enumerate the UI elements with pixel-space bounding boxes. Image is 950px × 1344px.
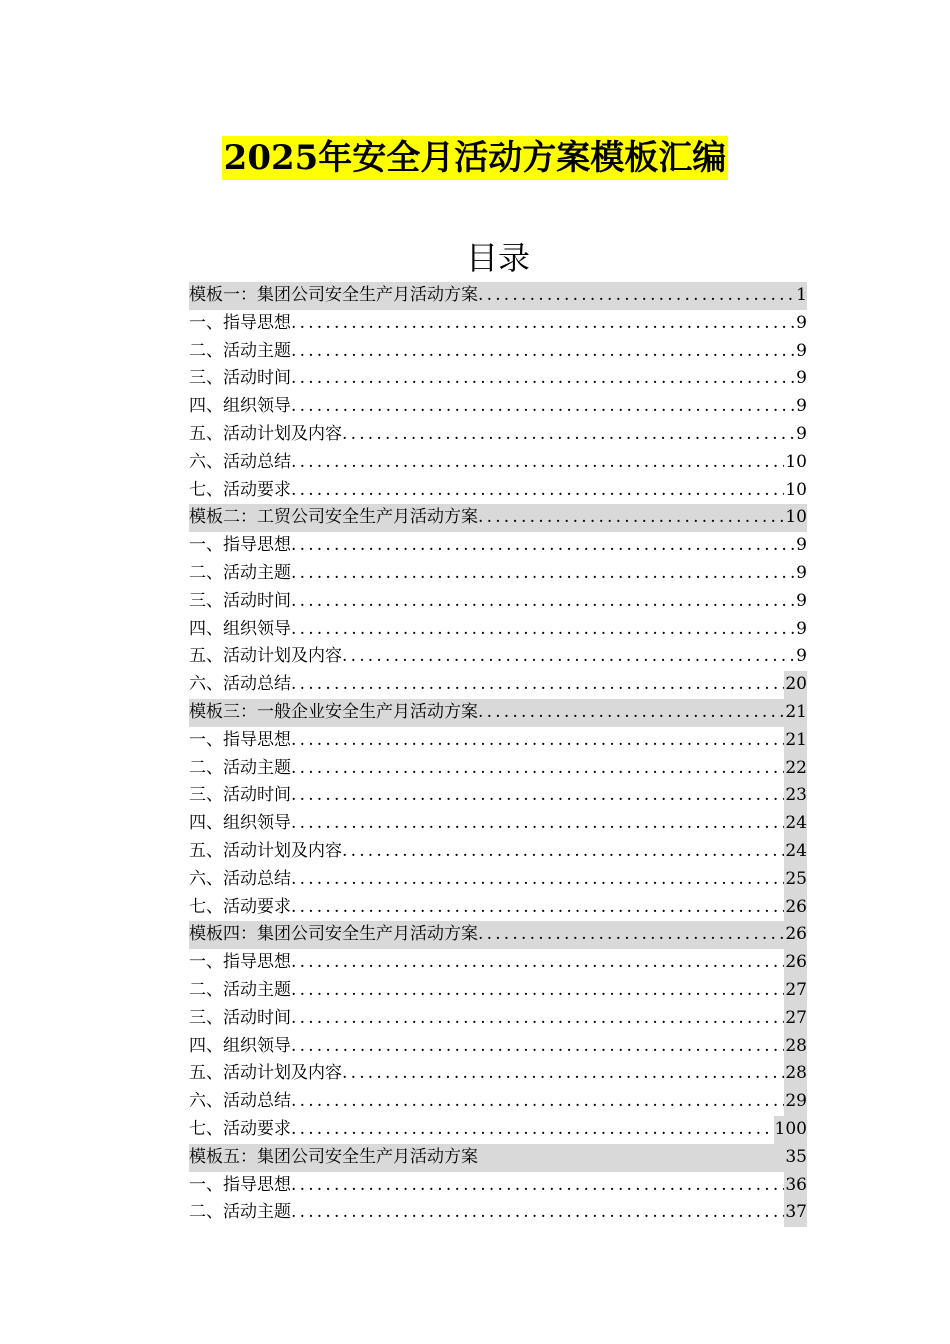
toc-entry-label: 四、组织领导 — [189, 618, 291, 639]
toc-entry[interactable] — [189, 365, 807, 393]
toc-entry-page-number: 37 — [784, 1199, 807, 1227]
toc-entry[interactable] — [189, 1033, 807, 1061]
toc-entry-label: 模板四：集团公司安全生产月活动方案 — [189, 924, 478, 945]
toc-entry-label: 六、活动总结 — [189, 1091, 291, 1112]
toc-entry[interactable] — [189, 560, 807, 588]
toc-entry-label: 模板一：集团公司安全生产月活动方案 — [189, 285, 478, 305]
toc-entry[interactable] — [189, 1199, 807, 1227]
toc-leader-dots — [291, 671, 784, 699]
toc-entry-label: 三、活动时间 — [189, 368, 291, 389]
toc-entry[interactable] — [189, 977, 807, 1005]
toc-entry-page-number: 9 — [796, 562, 807, 583]
toc-entry-page-number: 27 — [784, 977, 807, 1005]
toc-entry[interactable] — [189, 949, 807, 977]
toc-leader-dots — [478, 282, 795, 310]
toc-entry-page-number: 23 — [784, 782, 807, 810]
toc-leader-dots — [291, 616, 795, 644]
toc-entry-label: 四、组织领导 — [189, 396, 291, 417]
toc-entry-label: 六、活动总结 — [189, 451, 291, 472]
toc-entry[interactable] — [189, 1172, 807, 1200]
toc-entry[interactable] — [189, 782, 807, 810]
toc-entry-page-number: 9 — [796, 646, 807, 667]
toc-entry-label: 三、活动时间 — [189, 1007, 291, 1028]
toc-leader-dots — [291, 560, 795, 588]
toc-entry[interactable] — [189, 477, 807, 505]
toc-entry-label: 四、组织领导 — [189, 813, 291, 834]
toc-entry-page-number: 21 — [785, 701, 807, 722]
toc-entry-page-number: 100 — [774, 1116, 807, 1144]
toc-entry-page-number: 25 — [784, 866, 807, 894]
toc-entry[interactable] — [189, 838, 807, 866]
toc-entry[interactable] — [189, 671, 807, 699]
toc-entry[interactable] — [189, 449, 807, 477]
toc-entry-label: 七、活动要求 — [189, 896, 291, 917]
table-of-contents — [189, 282, 807, 1227]
toc-leader-dots — [291, 1199, 784, 1227]
toc-section-entry[interactable] — [189, 504, 807, 532]
toc-entry-label: 二、活动主题 — [189, 340, 291, 361]
toc-entry[interactable] — [189, 393, 807, 421]
toc-entry-page-number: 10 — [785, 451, 807, 472]
toc-entry-label: 一、指导思想 — [189, 952, 291, 973]
toc-entry-label: 二、活动主题 — [189, 1202, 291, 1223]
toc-entry-label: 三、活动时间 — [189, 785, 291, 806]
toc-entry[interactable] — [189, 1088, 807, 1116]
toc-entry-label: 一、指导思想 — [189, 312, 291, 333]
toc-entry[interactable] — [189, 338, 807, 366]
toc-entry-page-number: 22 — [784, 755, 807, 783]
toc-entry-page-number: 10 — [785, 479, 807, 500]
toc-leader-dots — [291, 532, 795, 560]
toc-leader-dots — [291, 338, 795, 366]
toc-entry-page-number: 9 — [796, 312, 807, 333]
toc-leader-dots — [291, 894, 784, 922]
toc-entry-label: 六、活动总结 — [189, 868, 291, 889]
toc-leader-dots — [291, 755, 784, 783]
toc-leader-dots — [291, 1116, 774, 1144]
toc-leader-dots — [291, 810, 784, 838]
toc-leader-dots — [291, 477, 784, 505]
toc-entry-label: 五、活动计划及内容 — [189, 840, 342, 861]
document-title: 2025年安全月活动方案模板汇编 — [223, 138, 727, 178]
toc-leader-dots — [291, 949, 784, 977]
toc-entry[interactable] — [189, 755, 807, 783]
toc-entry-page-number: 21 — [784, 727, 807, 755]
toc-entry-page-number: 24 — [784, 838, 807, 866]
toc-entry-label: 四、组织领导 — [189, 1035, 291, 1056]
title-container — [0, 136, 950, 180]
toc-entry-page-number: 35 — [785, 1146, 807, 1167]
toc-entry-label: 二、活动主题 — [189, 562, 291, 583]
toc-leader-dots — [291, 1172, 784, 1200]
toc-leader-dots — [291, 588, 795, 616]
toc-entry-label: 一、指导思想 — [189, 729, 291, 750]
toc-leader-dots — [478, 921, 784, 949]
toc-leader-dots — [291, 1088, 784, 1116]
toc-entry[interactable] — [189, 310, 807, 338]
toc-entry[interactable] — [189, 894, 807, 922]
toc-leader-dots — [291, 727, 784, 755]
toc-section-entry[interactable] — [189, 1144, 807, 1172]
toc-entry-label: 二、活动主题 — [189, 979, 291, 1000]
toc-leader-dots — [291, 449, 784, 477]
toc-leader-dots — [342, 1060, 784, 1088]
toc-leader-dots — [478, 504, 784, 532]
toc-entry[interactable] — [189, 810, 807, 838]
toc-leader-dots — [342, 643, 795, 671]
toc-entry-page-number: 1 — [796, 285, 807, 305]
toc-leader-dots — [291, 1033, 784, 1061]
toc-entry-page-number: 9 — [796, 618, 807, 639]
toc-entry-page-number: 9 — [796, 340, 807, 361]
toc-section-entry[interactable] — [189, 699, 807, 727]
toc-entry-label: 三、活动时间 — [189, 590, 291, 611]
toc-entry-label: 六、活动总结 — [189, 674, 291, 695]
toc-leader-dots — [291, 393, 795, 421]
toc-entry[interactable] — [189, 866, 807, 894]
toc-entry-label: 五、活动计划及内容 — [189, 423, 342, 444]
toc-entry-page-number: 36 — [784, 1172, 807, 1200]
toc-entry-label: 模板二：工贸公司安全生产月活动方案 — [189, 507, 478, 528]
toc-entry-page-number: 9 — [796, 396, 807, 417]
toc-entry-page-number: 26 — [784, 949, 807, 977]
toc-entry-page-number: 24 — [784, 810, 807, 838]
toc-entry-label: 模板三：一般企业安全生产月活动方案 — [189, 701, 478, 722]
toc-entry[interactable] — [189, 643, 807, 671]
toc-leader-dots — [291, 365, 795, 393]
toc-entry-page-number: 20 — [784, 671, 807, 699]
toc-entry[interactable] — [189, 588, 807, 616]
toc-entry-label: 五、活动计划及内容 — [189, 1063, 342, 1084]
toc-entry-page-number: 27 — [784, 1005, 807, 1033]
toc-heading: 目录 — [465, 239, 530, 277]
toc-entry[interactable] — [189, 1005, 807, 1033]
toc-entry-label: 一、指导思想 — [189, 535, 291, 556]
toc-entry-page-number: 28 — [784, 1033, 807, 1061]
toc-entry-page-number: 26 — [784, 894, 807, 922]
toc-entry-label: 五、活动计划及内容 — [189, 646, 342, 667]
toc-entry[interactable] — [189, 1116, 807, 1144]
toc-entry-page-number: 9 — [796, 368, 807, 389]
toc-entry[interactable] — [189, 421, 807, 449]
toc-section-entry[interactable] — [189, 921, 807, 949]
toc-entry-label: 一、指导思想 — [189, 1174, 291, 1195]
toc-entry-page-number: 28 — [784, 1060, 807, 1088]
toc-section-entry[interactable] — [189, 282, 807, 310]
toc-leader-dots — [291, 1005, 784, 1033]
toc-leader-dots — [291, 866, 784, 894]
toc-entry[interactable] — [189, 616, 807, 644]
toc-entry-page-number: 9 — [796, 590, 807, 611]
toc-entry[interactable] — [189, 1060, 807, 1088]
toc-entry-page-number: 26 — [785, 924, 807, 945]
toc-entry-page-number: 29 — [784, 1088, 807, 1116]
toc-leader-dots — [291, 782, 784, 810]
toc-entry-label: 二、活动主题 — [189, 757, 291, 778]
toc-leader-dots — [342, 421, 795, 449]
toc-entry-page-number: 9 — [796, 535, 807, 556]
toc-entry-page-number: 9 — [796, 423, 807, 444]
toc-leader-dots — [291, 310, 795, 338]
toc-entry-label: 模板五：集团公司安全生产月活动方案 — [189, 1146, 478, 1167]
toc-leader-dots — [291, 977, 784, 1005]
toc-leader-dots — [478, 699, 784, 727]
toc-entry[interactable] — [189, 532, 807, 560]
toc-entry-page-number: 10 — [785, 507, 807, 528]
toc-leader-dots — [342, 838, 784, 866]
toc-entry-label: 七、活动要求 — [189, 479, 291, 500]
toc-entry[interactable] — [189, 727, 807, 755]
toc-entry-label: 七、活动要求 — [189, 1118, 291, 1139]
